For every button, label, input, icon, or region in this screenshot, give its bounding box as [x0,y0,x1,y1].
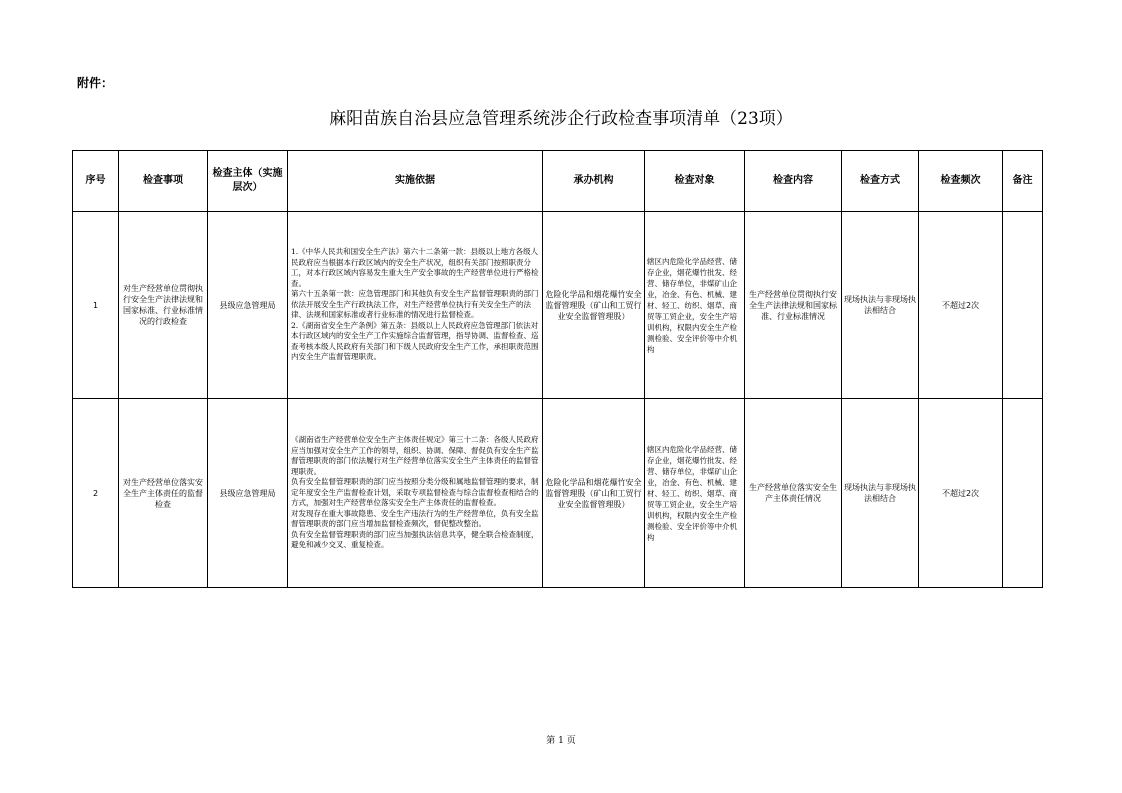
cell-agency: 危险化学品和烟花爆竹安全监督管理股（矿山和工贸行业安全监督管理股） [543,399,645,588]
basis-paragraph: 负有安全监督管理职责的部门应当按照分类分级和属地监督管理的要求，制定年度安全生产监督检查计划，采取专项监督检查与综合监督检查相结合的方式，加强对生产经营单位落实安全生产主体责任的监督检查。 [291,477,539,508]
cell-remark [1003,212,1043,399]
basis-paragraph: 2.《湖南省安全生产条例》第五条：县级以上人民政府应急管理部门依法对本行政区域内的安全生产工作实施综合监督管理，指导协调、监督检查、巡查考核本级人民政府有关部门和下级人民政府安全生产工作，承担职责范围内安全生产监督管理职责。 [291,320,539,362]
cell-item: 对生产经营单位贯彻执行安全生产法律法规和国家标准、行业标准情况的行政检查 [119,212,208,399]
cell-basis [288,399,543,588]
basis-paragraph: 1.《中华人民共和国安全生产法》第六十二条第一款：县级以上地方各级人民政府应当根据本行政区域内的安全生产状况，组织有关部门按照职责分工，对本行政区域内容易发生重大生产安全事故的生产经营单位进行严格检查。 [291,247,539,288]
cell-content: 生产经营单位落实安全生产主体责任情况 [745,399,842,588]
header-method: 检查方式 [842,151,919,212]
table-row [73,212,1043,399]
cell-method: 现场执法与非现场执法相结合 [842,212,919,399]
header-agency: 承办机构 [543,151,645,212]
cell-seq: 2 [73,399,119,588]
cell-frequency: 不超过2次 [919,399,1003,588]
basis-paragraph: 对发现存在重大事故隐患、安全生产违法行为的生产经营单位，负有安全监督管理职责的部门应当增加监督检查频次，督促整改整治。 [291,508,539,529]
header-content: 检查内容 [745,151,842,212]
header-basis: 实施依据 [288,151,543,212]
basis-paragraph: 负有安全监督管理职责的部门应当加强执法信息共享，健全联合检查制度，避免和减少交叉、重复检查。 [291,529,539,550]
header-target: 检查对象 [645,151,745,212]
cell-target: 辖区内危险化学品经营、储存企业，烟花爆竹批发、经营、储存单位，非煤矿山企业，冶金、有色、机械、建材、轻工、纺织、烟草、商贸等工贸企业，安全生产培训机构，权限内安全生产检测检验、安全评价等中介机构 [645,212,745,399]
cell-item: 对生产经营单位落实安全生产主体责任的监督检查 [119,399,208,588]
table-header-row [73,151,1043,212]
cell-target: 辖区内危险化学品经营、储存企业，烟花爆竹批发、经营、储存单位，非煤矿山企业，冶金、有色、机械、建材、轻工、纺织、烟草、商贸等工贸企业，安全生产培训机构，权限内安全生产检测检验、安全评价等中介机构 [645,399,745,588]
header-frequency: 检查频次 [919,151,1003,212]
attachment-label: 附件： [77,76,114,90]
header-remark: 备注 [1003,151,1043,212]
cell-method: 现场执法与非现场执法相结合 [842,399,919,588]
header-item: 检查事项 [119,151,208,212]
cell-basis [288,212,543,399]
header-seq: 序号 [73,151,119,212]
basis-paragraph: 第六十五条第一款：应急管理部门和其他负有安全生产监督管理职责的部门依法开展安全生产行政执法工作，对生产经营单位执行有关安全生产的法律、法规和国家标准或者行业标准的情况进行监督检查。 [291,289,539,320]
cell-seq: 1 [73,212,119,399]
page-number: 第 1 页 [546,736,576,746]
cell-remark [1003,399,1043,588]
basis-paragraph: 《湖南省生产经营单位安全生产主体责任规定》第三十二条：各级人民政府应当加强对安全生产工作的领导，组织、协调、保障、督促负有安全生产监督管理职责的部门依法履行对生产经营单位落实安全生产主体责任的监督管理职责。 [291,435,539,476]
cell-frequency: 不超过2次 [919,212,1003,399]
cell-subject: 县级应急管理局 [208,399,288,588]
header-subject: 检查主体（实施层次） [208,151,288,212]
table-row [73,399,1043,588]
cell-subject: 县级应急管理局 [208,212,288,399]
cell-content: 生产经营单位贯彻执行安全生产法律法规和国家标准、行业标准情况 [745,212,842,399]
cell-agency: 危险化学品和烟花爆竹安全监督管理股（矿山和工贸行业安全监督管理股） [543,212,645,399]
document-title: 麻阳苗族自治县应急管理系统涉企行政检查事项清单（23项） [329,109,793,129]
inspection-table [72,150,1043,588]
